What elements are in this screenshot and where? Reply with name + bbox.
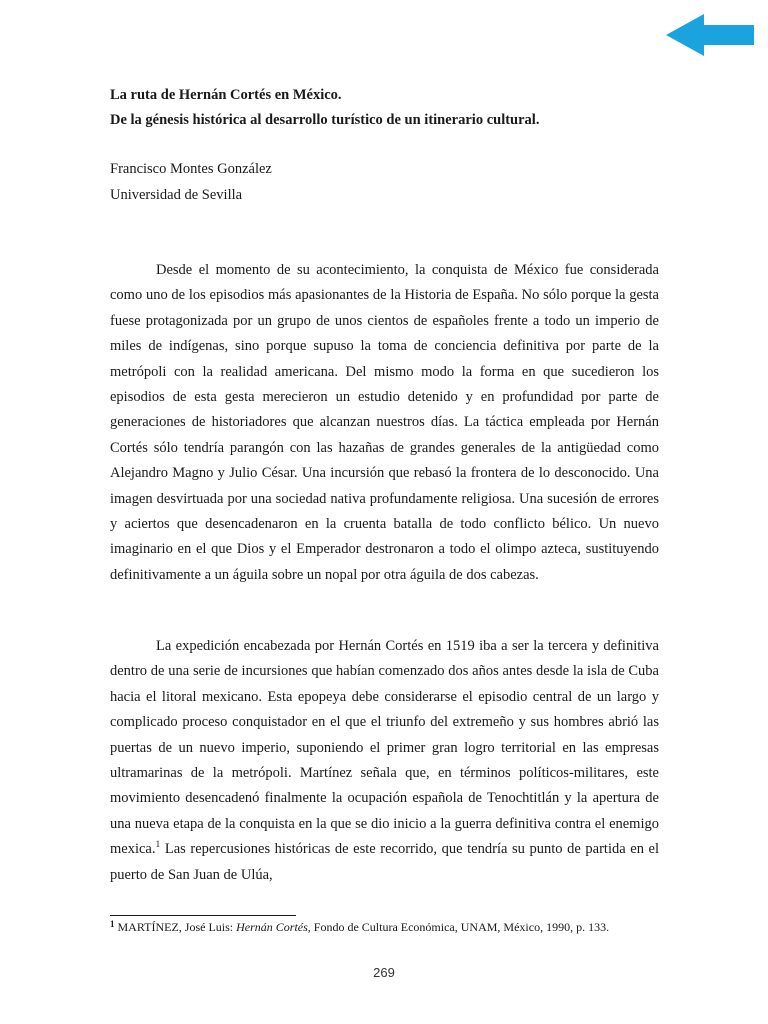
footnote-number: 1 [110,919,115,929]
author-institution: Universidad de Sevilla [110,187,243,203]
back-arrow-button[interactable] [666,14,754,56]
footnote-text: MARTÍNEZ, José Luis: [114,920,237,934]
left-arrow-icon [666,14,754,56]
footnote-reference[interactable]: 1 [155,840,161,851]
body-paragraph: Desde el momento de su acontecimiento, la conquista de México fue considerada como uno de los episodios más apasionantes de la Historia de España. No sólo porque la gesta fuese protagonizada por un grupo de unos cientos de españoles frente a todo un imperio de miles de indígenas, sino porque supuso la toma de conciencia definitiva por parte de la metrópoli con la realidad americana. Del mismo modo la forma en que sucedieron los episodios de esta gesta merecieron un estudio detenido y en profundidad por parte de generaciones de historiadores que alcanzan nuestros días. La táctica empleada por Hernán Cortés sólo tendría parangón con las hazañas de grandes generales de la antigüedad como Alejandro Magno y Julio César. Una incursión que rebasó la frontera de lo desconocido. Una imagen desvirtuada por una sociedad nativa profundamente religiosa. Una sucesión de errores y aciertos que desencadenaron en la cruenta batalla de todo conflicto bélico. Un nuevo imaginario en el que Dios y el Emperador destronaron a todo el olimpo azteca, sustituyendo definitivamente a un águila sobre un nopal por otra águila de dos cabezas. [110,262,659,583]
author-name: Francisco Montes González [110,161,272,177]
document-subtitle: De la génesis histórica al desarrollo turístico de un itinerario cultural. [110,112,540,128]
paragraph-text: La expedición encabezada por Hernán Cortés en 1519 iba a ser la tercera y definitiva dentro de una serie de incursiones que habían comenzado dos años antes desde la isla de Cuba hacia el litoral mexicano. Esta epopeya debe considerarse el episodio central de un largo y complicado proceso conquistador en el que el triunfo del extremeño y sus hombres abrió las puertas de un nuevo imperio, suponiendo el primer gran logro territorial en las empresas ultramarinas de la metrópoli. Martínez señala que, en términos políticos-militares, este movimiento desencadenó finalmente la ocupación española de Tenochtitlán y la apertura de una nueva etapa de la conquista en la que se dio inicio a la guerra definitiva contra el enemigo mexica. [110,638,659,858]
document-title: La ruta de Hernán Cortés en México. [110,87,342,103]
paragraph-text: Las repercusiones históricas de este recorrido, que tendría su punto de partida en el puerto de San Juan de Ulúa, [110,841,659,883]
footnote [110,920,609,935]
body-paragraph [110,634,659,888]
footnote-text: , Fondo de Cultura Económica, UNAM, México, 1990, p. 133. [307,920,610,934]
footnote-divider [110,915,296,916]
footnote-book-title: Hernán Cortés [236,920,308,934]
page-number: 269 [373,965,395,980]
